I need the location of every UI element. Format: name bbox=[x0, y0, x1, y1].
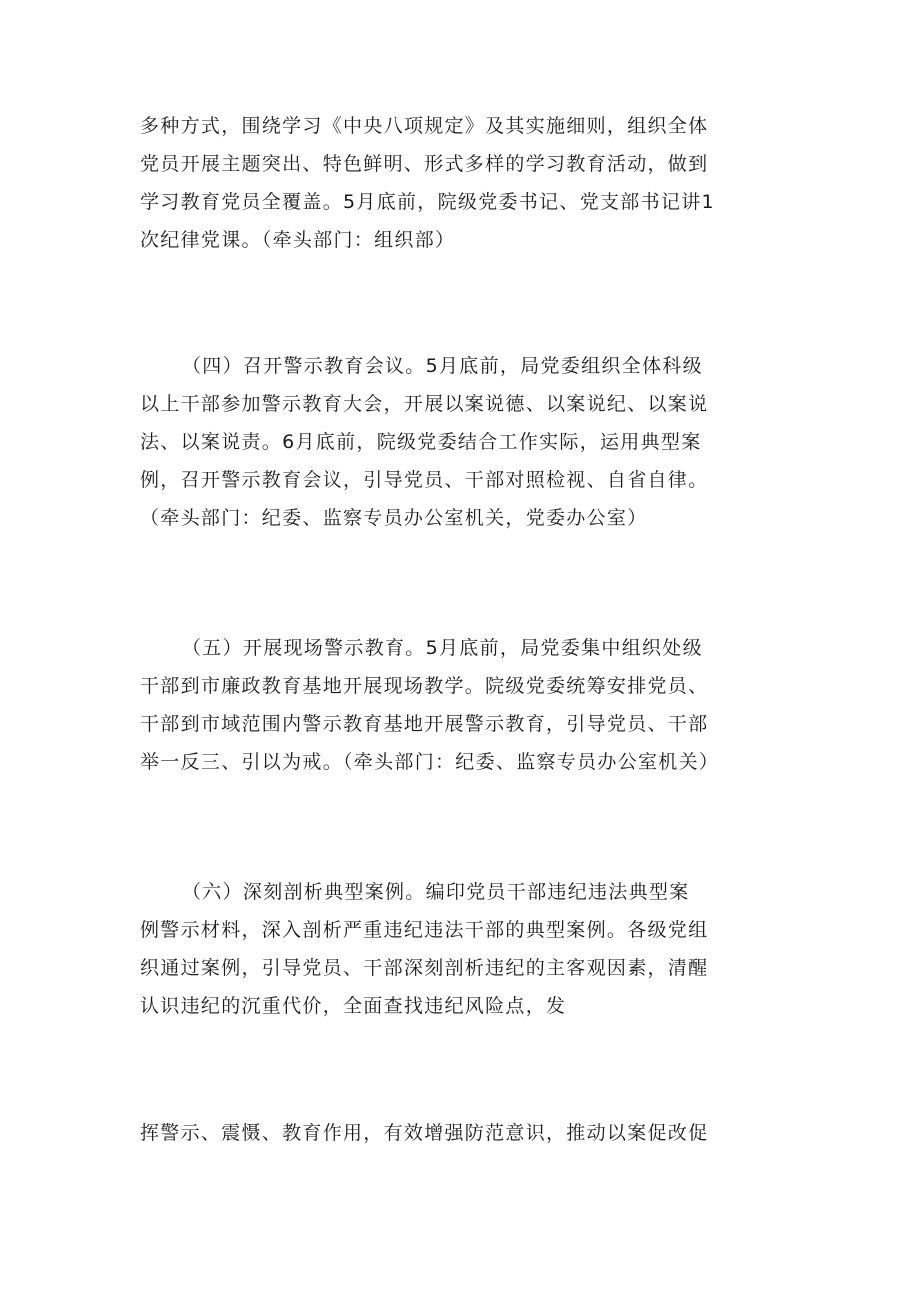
text-line: 次纪律党课。（牵头部门：组织部） bbox=[140, 229, 456, 251]
text-line: 党员开展主题突出、特色鲜明、形式多样的学习教育活动，做到 bbox=[140, 153, 709, 175]
text-line: （六）深刻剖析典型案例。编印党员干部违纪违法典型案 bbox=[182, 881, 690, 903]
paragraph-study-education bbox=[140, 107, 785, 259]
text-line: 织通过案例，引导党员、干部深刻剖析违纪的主客观因素，清醒 bbox=[140, 957, 709, 979]
paragraph-continuation bbox=[140, 1114, 785, 1152]
paragraph-onsite-education bbox=[140, 629, 785, 781]
text-line: 例警示材料，深入剖析严重违纪违法干部的典型案例。各级党组 bbox=[140, 919, 709, 941]
text-line: 以上干部参加警示教育大会，开展以案说德、以案说纪、以案说 bbox=[140, 393, 709, 415]
text-line: （五）开展现场警示教育。5月底前，局党委集中组织处级 bbox=[182, 637, 703, 659]
text-line: 认识违纪的沉重代价，全面查找违纪风险点，发 bbox=[140, 995, 567, 1017]
text-line: 学习教育党员全覆盖。5月底前，院级党委书记、党支部书记讲1 bbox=[140, 191, 715, 213]
paragraph-case-analysis bbox=[140, 873, 785, 1025]
text-line: 法、以案说责。6月底前，院级党委结合工作实际，运用典型案 bbox=[140, 431, 702, 453]
text-line: 例，召开警示教育会议，引导党员、干部对照检视、自省自律。 bbox=[140, 469, 709, 491]
text-line: （牵头部门：纪委、监察专员办公室机关，党委办公室） bbox=[140, 507, 648, 529]
paragraph-warning-meeting bbox=[140, 347, 785, 537]
text-line: 举一反三、引以为戒。（牵头部门：纪委、监察专员办公室机关） bbox=[140, 751, 720, 773]
text-line: （四）召开警示教育会议。5月底前，局党委组织全体科级 bbox=[182, 355, 703, 377]
text-line: 干部到市廉政教育基地开展现场教学。院级党委统筹安排党员、 bbox=[140, 675, 709, 697]
text-line: 多种方式，围绕学习《中央八项规定》及其实施细则，组织全体 bbox=[140, 115, 709, 137]
text-line: 干部到市域范围内警示教育基地开展警示教育，引导党员、干部 bbox=[140, 713, 709, 735]
text-line: 挥警示、震慑、教育作用，有效增强防范意识，推动以案促改促 bbox=[140, 1122, 709, 1144]
